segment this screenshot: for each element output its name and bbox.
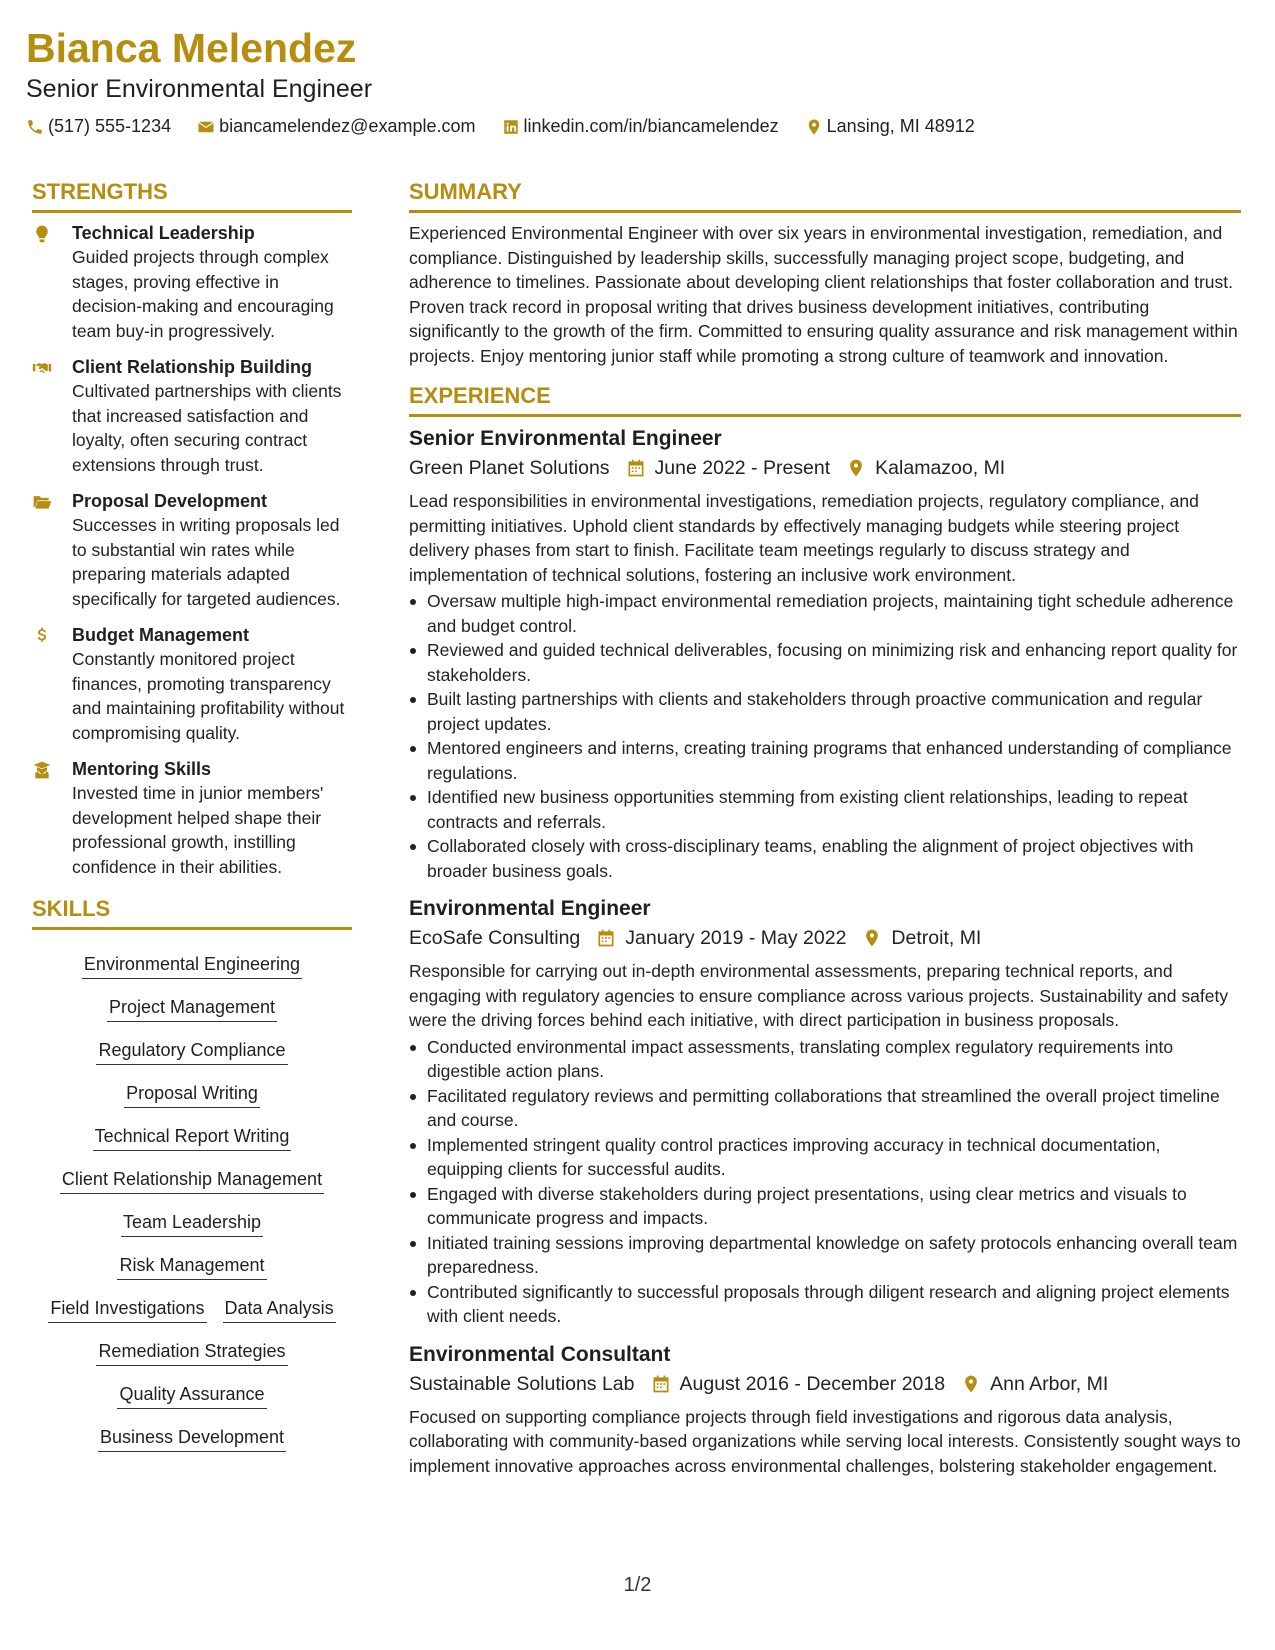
- job-dates: January 2019 - May 2022: [625, 927, 847, 949]
- job-description: Responsible for carrying out in-depth environmental assessments, preparing technical reports, and engaging with regulatory agencies to ensure compliance across various projects. Sustainability and safety were the driving forces behind each initiative, with direct participation in business proposals.: [409, 961, 1229, 1030]
- map-pin-icon: [862, 928, 882, 948]
- strength-desc: Invested time in junior members' development helped shape their professional growth, instilling confidence in their abilities.: [72, 783, 324, 877]
- candidate-title: Senior Environmental Engineer: [26, 75, 373, 103]
- job-bullet: Oversaw multiple high-impact environmental remediation projects, maintaining tight schedule adherence and budget control.: [427, 589, 1241, 638]
- job-bullet: Identified new business opportunities stemming from existing client relationships, leading to repeat contracts and referrals.: [427, 785, 1241, 834]
- skills-list: [32, 938, 352, 1460]
- phone-icon: [26, 118, 44, 136]
- job-entry: [409, 425, 1241, 883]
- summary-heading: SUMMARY: [409, 178, 1241, 213]
- folder-open-icon: [32, 492, 52, 512]
- strength-item: [32, 489, 352, 611]
- location-text: Lansing, MI 48912: [826, 116, 975, 136]
- skill-tag: Proposal Writing: [124, 1078, 260, 1108]
- strength-title: Budget Management: [72, 625, 250, 645]
- job-bullet: Reviewed and guided technical deliverables, focusing on minimizing risk and enhancing report quality for stakeholders.: [427, 638, 1241, 687]
- skill-tag: Remediation Strategies: [96, 1336, 287, 1366]
- skill-tag: Client Relationship Management: [60, 1164, 324, 1194]
- map-pin-icon: [805, 118, 823, 136]
- skill-tag: Data Analysis: [223, 1293, 336, 1323]
- phone-text: (517) 555-1234: [48, 116, 172, 136]
- job-bullet: Built lasting partnerships with clients and stakeholders through proactive communication and regular project updates.: [427, 687, 1241, 736]
- skill-tag: Field Investigations: [48, 1293, 206, 1323]
- job-bullet: Initiated training sessions improving departmental knowledge on safety protocols enhancing overall team preparedness.: [427, 1231, 1241, 1280]
- job-entry: [409, 1341, 1241, 1479]
- job-title: Environmental Consultant: [409, 1342, 671, 1366]
- job-bullets: [409, 1035, 1241, 1329]
- map-pin-icon: [961, 1374, 981, 1394]
- job-dates: August 2016 - December 2018: [679, 1372, 946, 1395]
- handshake-icon: [32, 358, 52, 378]
- resume-header: [26, 24, 1226, 137]
- skill-tag: Quality Assurance: [117, 1379, 266, 1409]
- graduate-icon: [32, 760, 52, 780]
- strength-item: [32, 623, 352, 745]
- job-description: Lead responsibilities in environmental investigations, remediation projects, regulatory compliance, and permitting initiatives. Uphold client standards by effectively managing budgets while steering project delivery phases from start to finish. Facilitate team meetings regularly to discuss strategy and implementation of technical solutions, fostering an inclusive work environment.: [409, 491, 1199, 585]
- strength-title: Mentoring Skills: [72, 759, 212, 779]
- skill-tag: Project Management: [107, 992, 277, 1022]
- job-bullets: [409, 589, 1241, 883]
- job-entry: [409, 895, 1241, 1329]
- job-bullet: Mentored engineers and interns, creating training programs that enhanced understanding of compliance regulations.: [427, 736, 1241, 785]
- left-column: [32, 178, 352, 1460]
- contact-bar: [26, 116, 1226, 137]
- calendar-icon: [626, 458, 646, 478]
- strength-desc: Cultivated partnerships with clients that increased satisfaction and loyalty, often securing contract extensions through trust.: [72, 381, 342, 475]
- right-column: [409, 178, 1241, 1490]
- strength-item: [32, 221, 352, 343]
- job-title: Environmental Engineer: [409, 897, 651, 920]
- strength-title: Client Relationship Building: [72, 357, 312, 377]
- strength-desc: Constantly monitored project finances, promoting transparency and maintaining profitability without compromising quality.: [72, 649, 345, 743]
- job-bullet: Implemented stringent quality control practices improving accuracy in technical documentation, equipping clients for successful audits.: [427, 1133, 1241, 1182]
- skill-tag: Technical Report Writing: [93, 1121, 292, 1151]
- calendar-icon: [651, 1374, 671, 1394]
- job-description: Focused on supporting compliance projects through field investigations and rigorous data analysis, collaborating with community-based organizations while serving local interests. Consistently sought ways to implement innovative approaches across environmental challenges, bolstering stakeholder engagement.: [409, 1406, 1241, 1476]
- contact-phone: [26, 116, 171, 137]
- strength-title: Technical Leadership: [72, 223, 255, 243]
- job-bullet: Conducted environmental impact assessments, translating complex regulatory requirements into digestible action plans.: [427, 1035, 1241, 1084]
- skill-tag: Business Development: [98, 1422, 286, 1452]
- linkedin-icon: [502, 118, 520, 136]
- contact-email[interactable]: [197, 116, 475, 137]
- email-link[interactable]: biancamelendez@example.com: [219, 116, 476, 136]
- strength-desc: Guided projects through complex stages, proving effective in decision-making and encouraging team buy-in progressively.: [72, 247, 334, 341]
- skill-tag: Environmental Engineering: [82, 949, 302, 979]
- job-bullet: Collaborated closely with cross-disciplinary teams, enabling the alignment of project objectives with broader business goals.: [427, 834, 1241, 883]
- job-meta: [409, 453, 1241, 483]
- strength-desc: Successes in writing proposals led to substantial win rates while preparing materials adapted specifically for targeted audiences.: [72, 515, 341, 609]
- contact-location: [805, 116, 975, 137]
- job-meta: [409, 923, 1241, 953]
- dollar-icon: [32, 626, 52, 646]
- lightbulb-icon: [32, 224, 52, 244]
- job-meta: [409, 1369, 1241, 1399]
- strength-item: [32, 355, 352, 477]
- skills-section: [32, 895, 352, 1460]
- skill-tag: Regulatory Compliance: [96, 1035, 287, 1065]
- map-pin-icon: [846, 458, 866, 478]
- job-bullet: Contributed significantly to successful proposals through diligent research and aligning project elements with client needs.: [427, 1280, 1241, 1329]
- envelope-icon: [197, 118, 215, 136]
- candidate-name: Bianca Melendez: [26, 25, 357, 71]
- job-title: Senior Environmental Engineer: [409, 427, 722, 450]
- job-company: Green Planet Solutions: [409, 457, 610, 479]
- linkedin-link[interactable]: linkedin.com/in/biancamelendez: [523, 116, 779, 136]
- job-location: Ann Arbor, MI: [990, 1372, 1109, 1395]
- job-bullet: Facilitated regulatory reviews and permitting collaborations that streamlined the overall project timeline and course.: [427, 1084, 1241, 1133]
- contact-linkedin[interactable]: [502, 116, 779, 137]
- experience-heading: EXPERIENCE: [409, 382, 1241, 417]
- job-location: Detroit, MI: [891, 927, 982, 949]
- strength-item: [32, 757, 352, 879]
- summary-text: Experienced Environmental Engineer with over six years in environmental investigation, remediation, and compliance. Distinguished by leadership skills, successfully managing project scope, budgeting, and adherence to timelines. Passionate about developing client relationships that foster collaboration and trust. Proven track record in proposal writing that drives business development initiatives, contributing significantly to the growth of the firm. Committed to ensuring quality assurance and risk management within projects. Enjoy mentoring junior staff while promoting a strong culture of teamwork and innovation.: [409, 223, 1238, 366]
- skill-tag: Team Leadership: [121, 1207, 263, 1237]
- job-bullet: Engaged with diverse stakeholders during project presentations, using clear metrics and visuals to communicate progress and impacts.: [427, 1182, 1241, 1231]
- page-number: 1/2: [623, 1574, 652, 1596]
- job-dates: June 2022 - Present: [654, 457, 831, 479]
- job-location: Kalamazoo, MI: [875, 457, 1006, 479]
- calendar-icon: [596, 928, 616, 948]
- strengths-heading: STRENGTHS: [32, 178, 352, 213]
- skill-tag: Risk Management: [117, 1250, 266, 1280]
- job-company: Sustainable Solutions Lab: [409, 1372, 635, 1395]
- skills-heading: SKILLS: [32, 895, 352, 930]
- job-company: EcoSafe Consulting: [409, 927, 581, 949]
- strength-title: Proposal Development: [72, 491, 268, 511]
